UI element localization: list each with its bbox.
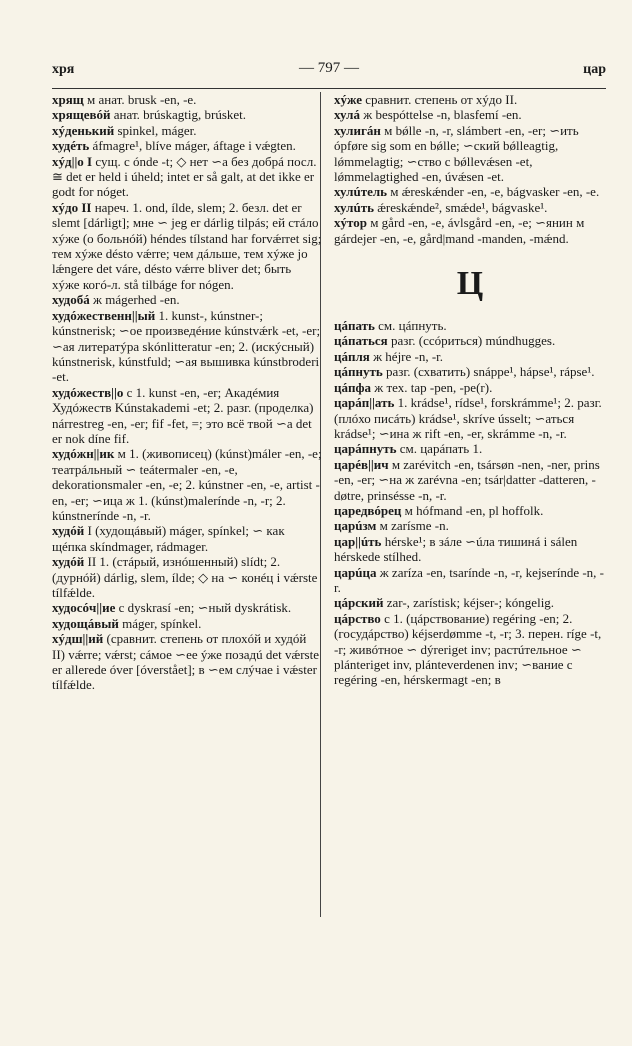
- entry-definition: разг. (схватить) snáppe¹, hápse¹, rápse¹.: [382, 364, 595, 380]
- entry-definition: м 1. (живописец) (kúnst)máler -en, -e; театрáльный ∽ teátermaler -en, -e, dekorationsmaler -en, -e; 2. kúnstner -en, -e, artist -en, -er; ∽ица ж 1. (kúnst)malerínde -n, -r; 2. kúnstnerínde -n, -r.: [52, 446, 322, 523]
- entry-definition: м анат. brusk -en, -e.: [83, 92, 197, 107]
- entry-headword: хýтор: [334, 215, 367, 231]
- entry-definition: сравнит. степень от хýдо II.: [362, 92, 518, 107]
- entry-headword: царúца: [334, 564, 377, 580]
- entry-headword: цáпфа: [334, 379, 371, 395]
- entry-headword: цáпля: [334, 348, 370, 364]
- dictionary-entry: [334, 611, 606, 688]
- entry-headword: хýже: [334, 92, 363, 107]
- entry-headword: хýдш||ий: [52, 631, 104, 647]
- dictionary-entry: [334, 215, 606, 246]
- entry-headword: цáрство: [334, 610, 381, 626]
- dictionary-entry: [52, 616, 322, 631]
- dictionary-entry: [334, 395, 606, 441]
- entry-headword: цáпать: [334, 318, 375, 334]
- entry-definition: разг. (ссóриться) múndhugges.: [387, 333, 556, 349]
- entry-definition: анат. brúskagtig, brúsket.: [110, 107, 247, 123]
- entry-definition: м bǿlle -n, -r, slámbert -en, -er; ∽ить ópføre sig som en bǿlle; ∽ский bǿlleagtig, lǿmmelagtig; ∽ство с bǿllevǽsen -et, lǿmmelagtighed -en, úvǽsen -et.: [334, 122, 579, 185]
- entry-headword: хýдо II: [52, 199, 92, 215]
- entry-definition: м zarévitch -en, tsársøn -nen, -ner, prins -en, -er; ∽на ж zarévna -en; tsár|datter -datteren, -døtre, prinsésse -n, -r.: [334, 456, 600, 503]
- dictionary-entry: [334, 441, 606, 456]
- left-column: [52, 92, 322, 693]
- dictionary-entry: [52, 200, 322, 292]
- dictionary-entry: [334, 333, 606, 348]
- header-rule: [52, 88, 606, 89]
- entry-definition: I (худощáвый) máger, spínkel; ∽ как щéпка skíndmager, rádmager.: [52, 523, 285, 554]
- entry-headword: худощáвый: [52, 615, 119, 631]
- entry-headword: худосóч||ие: [52, 600, 116, 616]
- dictionary-entry: [334, 380, 606, 395]
- dictionary-entry: [52, 292, 322, 307]
- dictionary-entry: [334, 107, 606, 122]
- entry-headword: худóжественн||ый: [52, 307, 156, 323]
- dictionary-entry: [334, 565, 606, 596]
- page-number: — 797 —: [299, 60, 359, 76]
- header-left-guide-word: хря: [52, 62, 75, 77]
- dictionary-entry: [334, 318, 606, 333]
- entry-definition: с 1. (цáрствование) regéring -en; 2. (госудáрство) kéjserdømme -t, -r; 3. перен. ríge -t, -r; живóтное ∽ dýreriget inv; растúтельное ∽ plánteriget inv, plánteverdenen inv; ∽вание с regéring -en, hérskermagt -en; в: [334, 610, 602, 688]
- dictionary-entry: [334, 200, 606, 215]
- entry-headword: цáпаться: [334, 333, 388, 349]
- dictionary-entry: [52, 600, 322, 615]
- entry-headword: худобá: [52, 292, 90, 308]
- entry-headword: хулá: [334, 107, 360, 123]
- dictionary-entry: [52, 92, 322, 107]
- entry-definition: 1. krádse¹, rídse¹, forskrámme¹; 2. разг. (плóхо писáть) krádse¹, skríve ússelt; ∽аться krádse¹; ∽ина ж rift -en, -er, skrámme -n, -r.: [334, 395, 602, 441]
- dictionary-entry: [52, 138, 322, 153]
- entry-definition: hérske¹; в зáле ∽úла тишинá i sálen hérskede stílhed.: [334, 533, 578, 565]
- entry-definition: spinkel, máger.: [114, 122, 197, 138]
- entry-headword: хулúтель: [334, 184, 388, 200]
- dictionary-entry: [334, 595, 606, 610]
- entry-headword: царéв||ич: [334, 456, 389, 472]
- entry-definition: м gård -en, -e, ávlsgård -en, -e; ∽янин м gárdejer -en, -e, gård|mand -manden, -mǽnd.: [334, 215, 585, 246]
- dictionary-entry: [334, 364, 606, 379]
- entry-headword: худóй: [52, 554, 85, 570]
- entry-definition: zar-, zarístisk; kéjser-; kóngelig.: [383, 595, 555, 611]
- dictionary-entry: [334, 534, 606, 565]
- entry-headword: худóжеств||о: [52, 384, 124, 400]
- dictionary-entry: [334, 349, 606, 364]
- entry-definition: II 1. (стáрый, изнóшенный) slídt; 2. (дурнóй) dárlig, slem, ílde; ◇ на ∽ конéц i vǽrste tílfǽlde.: [52, 554, 318, 600]
- entry-definition: áfmagre¹, blíve máger, áftage i vǽgten.: [89, 138, 296, 154]
- entry-definition: с 1. kunst -en, -er; Акадéмия Худóжеств Kúnstakademi -et; 2. разг. (проделка) nárrestreg -en, -er; fif -fet, =; это всё твой ∽а det er nok díne fif.: [52, 384, 314, 446]
- dictionary-entry: [52, 385, 322, 447]
- entry-headword: цáпнуть: [334, 364, 383, 380]
- entry-headword: худéть: [52, 138, 90, 154]
- entry-headword: царúзм: [334, 518, 377, 534]
- entry-headword: хрящевóй: [52, 107, 111, 123]
- dictionary-entry: [52, 631, 322, 693]
- dictionary-entry: [334, 184, 606, 199]
- dictionary-entry: [52, 107, 322, 122]
- entry-headword: худóй: [52, 523, 85, 539]
- entry-headword: хулúть: [334, 199, 374, 215]
- entry-definition: (сравнит. степень от плохóй и худóй II) vǽrre; vǽrst; сáмое ∽ее ýже позадú det vǽrste er allerede óver [óverstået]; в ∽ем слýчае i vǽster tílfǽlde.: [52, 631, 319, 693]
- entry-headword: хрящ: [52, 92, 84, 107]
- dictionary-entry: [52, 154, 322, 200]
- entry-definition: сущ. с ónde -t; ◇ нет ∽а без добрá посл. ≅ det er held i úheld; intet er så galt, at det ikke er godt for nóget.: [52, 153, 317, 200]
- dictionary-entry: [52, 446, 322, 523]
- entry-definition: с dyskrasí -en; ∽ный dyskrátisk.: [115, 600, 292, 616]
- dictionary-entry: [52, 523, 322, 554]
- dictionary-entry: [52, 308, 322, 385]
- entry-headword: хýд||о I: [52, 153, 93, 169]
- entry-definition: м zarísme -n.: [376, 518, 449, 534]
- entry-definition: м hófmand -en, pl hoffolk.: [401, 502, 544, 518]
- entry-definition: máger, spínkel.: [118, 615, 202, 631]
- page-header: [52, 60, 606, 84]
- dictionary-entry: [334, 503, 606, 518]
- entry-definition: ж mágerhed -en.: [89, 292, 180, 308]
- entry-definition: нареч. 1. ond, ílde, slem; 2. безл. det er slemt [dárligt]; мне ∽ jeg er dárlig tilpás; ей стáло хýже (о больнóй) héndes tílstand har forvǽrret sig; тем хýже désto vǽrre; чем дáльше, тем хýже jo lǽngere det váre, désto vǽrre bliver det; быть хýже когó-л. stå tilbáge for nógen.: [52, 199, 322, 292]
- entry-headword: цáрский: [334, 595, 384, 611]
- dictionary-entry: [52, 123, 322, 138]
- dictionary-entry: [334, 457, 606, 503]
- entry-headword: хýденький: [52, 122, 115, 138]
- entry-headword: хулигáн: [334, 122, 381, 138]
- entry-definition: ж тех. tap -pen, -pe(r).: [370, 379, 493, 395]
- entry-headword: царáпнуть: [334, 441, 397, 457]
- dictionary-entry: [334, 518, 606, 533]
- entry-headword: худóжн||ик: [52, 446, 115, 462]
- entry-headword: цар||úть: [334, 533, 382, 549]
- right-column: [334, 92, 606, 688]
- entry-definition: м ǽreskǽnder -en, -e, bágvasker -en, -e.: [387, 184, 600, 200]
- entry-definition: ж bespóttelse -n, blasfemí -en.: [359, 107, 522, 123]
- entry-headword: царедвóрец: [334, 502, 402, 518]
- section-letter: Ц: [456, 265, 484, 303]
- entry-definition: см. царáпать 1.: [396, 441, 483, 457]
- entry-definition: ж héjre -n, -r.: [369, 348, 444, 364]
- entry-definition: ǽreskǽnde², smǽde¹, bágvaske¹.: [373, 199, 548, 215]
- dictionary-entry: [334, 123, 606, 185]
- header-right-guide-word: цар: [583, 62, 606, 77]
- dictionary-entry: [334, 92, 606, 107]
- entry-definition: 1. kunst-, kúnstner-; kúnstnerisk; ∽ое произведéние kúnstvǽrk -et, -er; ∽ая литератýра skónlitteratur -en; 2. (искýсный) kúnstnerisk, kúnstfuld; ∽ая вышивка kúnstbroderi -et.: [52, 307, 321, 385]
- dictionary-entry: [52, 554, 322, 600]
- entry-definition: см. цáпнуть.: [374, 318, 447, 334]
- entry-definition: ж zaríza -en, tsarínde -n, -r, kejserínde -n, -r.: [334, 564, 605, 595]
- entry-headword: царáп||ать: [334, 395, 395, 411]
